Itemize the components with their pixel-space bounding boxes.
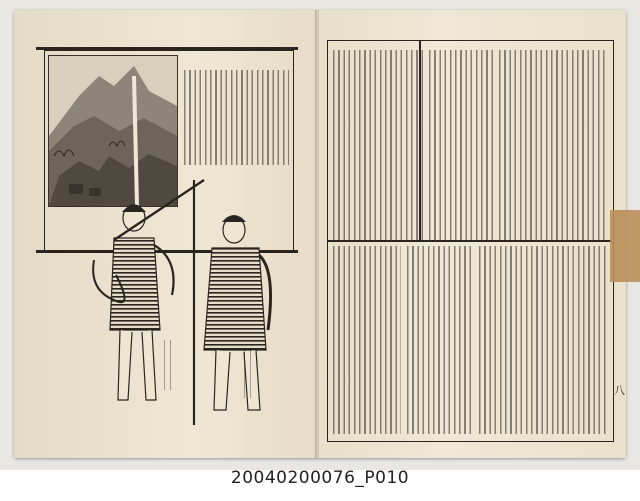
poem-text-block xyxy=(184,70,289,165)
masking-tape xyxy=(610,210,640,282)
scan-id-caption: 20040200076_P010 xyxy=(230,468,410,488)
artist-signature-right xyxy=(244,348,254,398)
upper-right-column-block xyxy=(499,50,607,240)
scroll-rod-top xyxy=(36,47,298,50)
right-page xyxy=(319,10,626,458)
figure-left xyxy=(93,180,204,400)
open-booklet xyxy=(14,10,626,458)
section-divider-vertical xyxy=(419,40,421,240)
artist-signature-left xyxy=(164,340,174,390)
figure-right xyxy=(194,180,271,425)
upper-middle-column-block xyxy=(429,50,493,240)
section-divider-horizontal xyxy=(327,240,612,242)
lower-left-column-block xyxy=(333,246,401,434)
two-warrior-figures xyxy=(54,160,294,430)
left-page xyxy=(14,10,317,458)
page-number: 八 xyxy=(614,384,625,397)
upper-left-column-block xyxy=(333,50,423,240)
lower-middle-column-block xyxy=(407,246,473,434)
lower-right-column-block xyxy=(479,246,607,434)
